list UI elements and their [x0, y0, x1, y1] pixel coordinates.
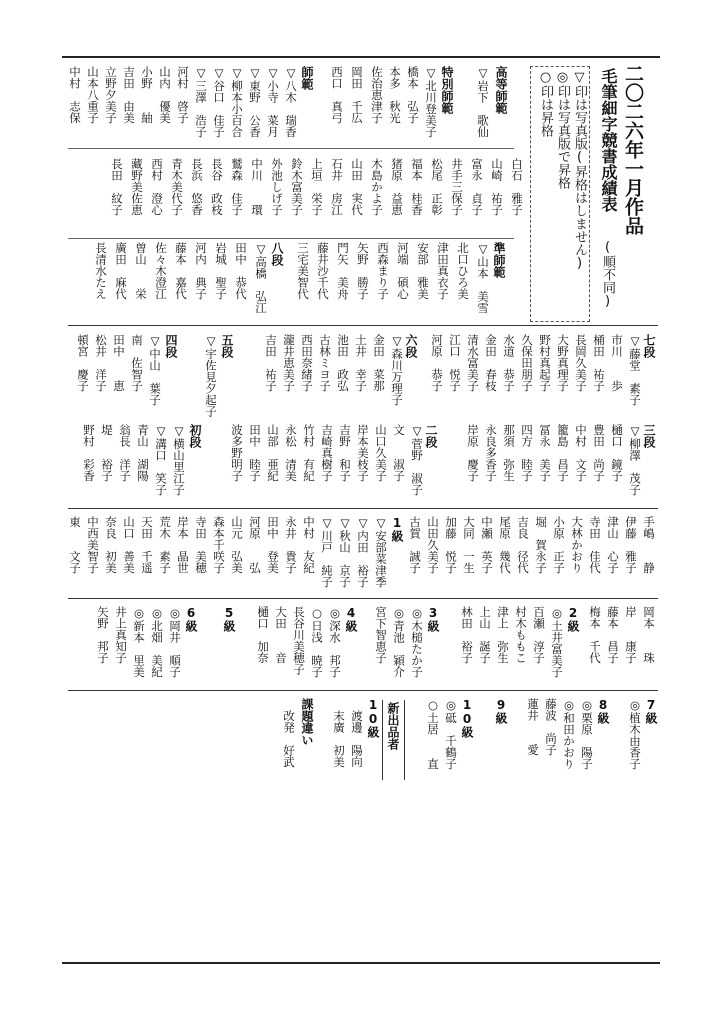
- name-entry: 岸原 慶子: [466, 424, 480, 482]
- rank-heading: 8級: [596, 698, 610, 724]
- name-entry: ▽岩下 歌仙: [476, 66, 490, 138]
- name-entry: ◎深水 邦子: [328, 606, 342, 678]
- order-note: (順不同): [600, 240, 615, 309]
- name-entry: 山元 弘美: [230, 516, 244, 574]
- name-entry: 土井 幸子: [354, 334, 368, 392]
- name-entry: 外池しげ子: [270, 158, 284, 216]
- name-entry: 中村 文子: [574, 424, 588, 482]
- name-entry: ◎北畑 美紀: [150, 606, 164, 678]
- name-entry: ▽川戸 純子: [320, 516, 334, 588]
- name-entry: 藤本 嘉代: [174, 242, 188, 300]
- name-entry: 津山 心子: [606, 516, 620, 574]
- name-entry: ◎青池 穎介: [392, 606, 406, 678]
- name-entry: 松井 洋子: [94, 334, 108, 392]
- name-entry: 水道 恭子: [502, 334, 516, 392]
- name-entry: ▽溝口 笑子: [154, 424, 168, 496]
- rank-heading: 9級: [494, 698, 508, 724]
- name-entry: 佐治恵津子: [370, 66, 384, 124]
- rank-heading: 10級: [460, 698, 474, 738]
- name-entry: 古賀 誠子: [408, 516, 422, 574]
- name-entry: 長田 紋子: [110, 158, 124, 216]
- name-entry: 岸 康子: [624, 606, 638, 664]
- name-entry: 手嶋 静: [642, 516, 656, 574]
- name-entry: 藤本 昌子: [606, 606, 620, 664]
- name-entry: 上山 誕子: [478, 606, 492, 664]
- name-entry: 河端 碩心: [396, 242, 410, 300]
- name-entry: 西村 澄心: [150, 158, 164, 216]
- name-entry: 中村 友紀: [302, 516, 316, 574]
- name-entry: 山部 亜紀: [266, 424, 280, 482]
- name-entry: 曽山 栄: [134, 242, 148, 300]
- name-entry: 中西美智子: [86, 516, 100, 574]
- name-entry: 長浜 悠香: [190, 158, 204, 216]
- name-entry: 岡本 珠: [642, 606, 656, 664]
- name-entry: 冨永 美子: [538, 424, 552, 482]
- name-entry: 大田 音: [274, 606, 288, 664]
- name-entry: 三宅美智代: [296, 242, 310, 300]
- name-entry: 改発 好武: [282, 710, 296, 768]
- name-entry: 古林ミヨ子: [318, 334, 332, 392]
- name-entry: 南 佐智子: [130, 334, 144, 392]
- name-entry: 樋口 加奈: [256, 606, 270, 664]
- name-entry: 吉崎真樹子: [320, 424, 334, 482]
- name-entry: 本多 秋光: [388, 66, 402, 124]
- name-entry: 岸本 晶世: [176, 516, 190, 574]
- name-entry: 永松 清美: [284, 424, 298, 482]
- name-entry: 中川 環: [250, 158, 264, 216]
- name-entry: 長谷川美穂子: [292, 606, 306, 675]
- name-entry: 河内 典子: [194, 242, 208, 300]
- name-entry: 石井 房江: [330, 158, 344, 216]
- name-entry: 村木ももこ: [514, 606, 528, 664]
- name-entry: 立野夕美子: [104, 66, 118, 124]
- name-entry: 長清水たえ: [94, 242, 108, 300]
- rank-heading: 5級: [222, 606, 236, 632]
- name-entry: 田中 登美: [266, 516, 280, 574]
- name-entry: 清水富美子: [466, 334, 480, 392]
- name-entry: 尾原 幾代: [498, 516, 512, 574]
- name-entry: ○土居 直: [426, 698, 440, 770]
- name-entry: 大野真理子: [556, 334, 570, 392]
- name-entry: 中瀬 英子: [480, 516, 494, 574]
- name-entry: 天田 千遥: [140, 516, 154, 574]
- name-entry: ▽山本 美雪: [476, 242, 490, 314]
- name-entry: ▽小寺 菜月: [266, 66, 280, 138]
- name-entry: 林田 裕子: [460, 606, 474, 664]
- row-divider: [68, 148, 514, 149]
- legend-line: ○印は昇格: [538, 70, 553, 137]
- name-entry: 那須 弥生: [502, 424, 516, 482]
- name-entry: 岡田 千広: [350, 66, 364, 124]
- name-entry: 頓宮 慶子: [76, 334, 90, 392]
- name-entry: ◎岡井 順子: [168, 606, 182, 678]
- band-divider: [68, 690, 658, 691]
- name-entry: 矢野 勝子: [356, 242, 370, 300]
- band-divider: [68, 598, 658, 599]
- name-entry: 田中 恭代: [234, 242, 248, 300]
- name-entry: 末廣 初美: [332, 710, 346, 768]
- name-entry: 津田真衣子: [436, 242, 450, 300]
- name-entry: 山口 善美: [122, 516, 136, 574]
- name-entry: 長岡久美子: [574, 334, 588, 392]
- name-entry: 岩城 聖子: [214, 242, 228, 300]
- rank-heading: 特別師範: [440, 66, 454, 114]
- rank-heading: 3級: [426, 606, 440, 632]
- name-entry: ▽秋山 京子: [338, 516, 352, 588]
- name-entry: 蓮井 愛: [526, 698, 540, 756]
- rank-heading: 七段: [642, 334, 656, 358]
- name-entry: 井手三保子: [450, 158, 464, 216]
- name-entry: ▽内田 裕子: [356, 516, 370, 588]
- name-entry: 荒木 素子: [158, 516, 172, 574]
- name-entry: 田中 睦子: [248, 424, 262, 482]
- name-entry: ▽宇佐見夕起子: [204, 334, 218, 417]
- name-entry: ◎植木由香子: [628, 698, 642, 770]
- name-entry: 廣田 麻代: [114, 242, 128, 300]
- legend-box: [530, 66, 590, 322]
- name-entry: 津上 弥生: [496, 606, 510, 664]
- name-entry: 加藤 悦子: [444, 516, 458, 574]
- name-entry: 野村 彩香: [82, 424, 96, 482]
- name-entry: 籠島 昌子: [556, 424, 570, 482]
- name-entry: 吉田 祐子: [264, 334, 278, 392]
- name-entry: 豊田 尚子: [592, 424, 606, 482]
- name-entry: 吉野 和子: [338, 424, 352, 482]
- name-entry: 伊藤 雅子: [624, 516, 638, 574]
- name-entry: 鈴木富美子: [290, 158, 304, 216]
- rank-heading: 八段: [270, 242, 284, 266]
- name-entry: 小原 正子: [552, 516, 566, 574]
- name-entry: 木島かよ子: [370, 158, 384, 216]
- rank-heading: 四段: [164, 334, 178, 358]
- rank-heading: 高等師範: [494, 66, 508, 114]
- name-entry: 田中 恵: [112, 334, 126, 392]
- name-entry: 宮下智恵子: [374, 606, 388, 664]
- name-entry: ▽安部菜津季: [374, 516, 388, 588]
- name-entry: 山口久美子: [374, 424, 388, 482]
- name-entry: 小野 紬: [140, 66, 154, 124]
- name-entry: 百瀬 淳子: [532, 606, 546, 664]
- name-entry: 永良多香子: [484, 424, 498, 482]
- name-entry: 波多野明子: [230, 424, 244, 482]
- name-entry: 青山 湖陽: [136, 424, 150, 482]
- band-divider: [68, 508, 658, 509]
- name-entry: 門矢 美舟: [336, 242, 350, 300]
- legend-line: ◎印は写真版で昇格: [555, 70, 570, 189]
- name-entry: 東 文子: [68, 516, 82, 574]
- name-entry: 藤波 尚子: [544, 698, 558, 756]
- rank-heading: 2級: [566, 606, 580, 632]
- name-entry: 西田奈緒子: [300, 334, 314, 392]
- rank-heading: 10級: [366, 698, 380, 738]
- name-entry: 河村 啓子: [176, 66, 190, 124]
- name-entry: 上垣 栄子: [310, 158, 324, 216]
- name-entry: 橋本 弘子: [406, 66, 420, 124]
- name-entry: 山本八重子: [86, 66, 100, 124]
- name-entry: 井上真知子: [114, 606, 128, 664]
- top-rule: [62, 56, 660, 58]
- name-entry: ▽藤堂 素子: [628, 334, 642, 406]
- name-entry: ▽中山 葉子: [148, 334, 162, 406]
- name-entry: ▽柳澤 茂子: [628, 424, 642, 496]
- section-heading: 新出品者: [386, 702, 400, 750]
- name-entry: 山田 実代: [350, 158, 364, 216]
- section-separator: [382, 700, 383, 780]
- name-entry: 西口 真弓: [330, 66, 344, 124]
- name-entry: 樋口 鏡子: [610, 424, 624, 482]
- band-divider: [68, 325, 658, 326]
- name-entry: ▽森川万理子: [390, 334, 404, 406]
- name-entry: 金田 春枝: [484, 334, 498, 392]
- name-entry: 森本千咲子: [212, 516, 226, 574]
- name-entry: ○日浅 暁子: [310, 606, 324, 678]
- name-entry: 瀧井恵美子: [282, 334, 296, 392]
- name-entry: 奈良 初美: [104, 516, 118, 574]
- name-entry: 堀 賀永子: [534, 516, 548, 574]
- name-entry: 安部 雅美: [416, 242, 430, 300]
- rank-heading: 五段: [220, 334, 234, 358]
- name-entry: 山田久美子: [426, 516, 440, 574]
- name-entry: 富永 貞子: [470, 158, 484, 216]
- name-entry: 四方 睦子: [520, 424, 534, 482]
- name-entry: 西森まり子: [376, 242, 390, 300]
- name-entry: 吉田 由美: [122, 66, 136, 124]
- rank-heading: 7級: [644, 698, 658, 724]
- name-entry: 堤 裕子: [100, 424, 114, 482]
- name-entry: ◎砥 千鶴子: [444, 698, 458, 770]
- name-entry: 佐々木澄江: [154, 242, 168, 300]
- row-divider: [68, 238, 514, 239]
- rank-heading: 初段: [188, 424, 202, 448]
- legend-line: ▽印は写真版(昇格はしません): [572, 70, 587, 271]
- name-entry: 寺田 佳代: [588, 516, 602, 574]
- rank-heading: 師範: [300, 66, 314, 90]
- name-entry: ◎和田かおり: [562, 698, 576, 770]
- name-entry: 北口ひろ美: [456, 242, 470, 300]
- rank-heading: 二段: [424, 424, 438, 448]
- name-entry: 吉良 径代: [516, 516, 530, 574]
- page-title: 二〇二六年一月作品: [622, 64, 644, 235]
- rank-heading: 1級: [390, 516, 404, 542]
- name-entry: ◎新本 里美: [132, 606, 146, 678]
- name-entry: 文 淑子: [392, 424, 406, 482]
- name-entry: ◎栗原 陽子: [580, 698, 594, 770]
- name-entry: 池田 政弘: [336, 334, 350, 392]
- page-subtitle: 毛筆細字競書成績表: [599, 68, 618, 212]
- name-entry: 青木美代子: [170, 158, 184, 216]
- name-entry: ◎木槌たか子: [410, 606, 424, 678]
- name-entry: ◎土井富美子: [550, 606, 564, 678]
- name-entry: 竹村 有紀: [302, 424, 316, 482]
- name-entry: 鷲森 佳子: [230, 158, 244, 216]
- name-entry: ▽菅野 淑子: [410, 424, 424, 496]
- rank-heading: 4級: [344, 606, 358, 632]
- name-entry: ▽三澤 浩子: [194, 66, 208, 138]
- name-entry: ▽八木 瑞香: [284, 66, 298, 138]
- rank-heading: 三段: [642, 424, 656, 448]
- bottom-rule: [62, 962, 660, 964]
- name-entry: 大林かおり: [570, 516, 584, 574]
- name-entry: 河原 弘: [248, 516, 262, 574]
- name-entry: 中村 志保: [68, 66, 82, 124]
- name-entry: 金田 菜那: [372, 334, 386, 392]
- name-entry: ▽高橋 弘江: [254, 242, 268, 314]
- name-entry: 矢野 邦子: [96, 606, 110, 664]
- name-entry: ▽北川登美子: [424, 66, 438, 138]
- section-heading: 課題違い: [300, 698, 314, 746]
- name-entry: 大同 一生: [462, 516, 476, 574]
- name-entry: 久保田朋子: [520, 334, 534, 392]
- name-entry: 寺田 美穂: [194, 516, 208, 574]
- name-entry: 山崎 祐子: [490, 158, 504, 216]
- name-entry: 福本 桂香: [410, 158, 424, 216]
- name-entry: 永井 貴子: [284, 516, 298, 574]
- name-entry: ▽横山里江子: [172, 424, 186, 496]
- rank-heading: 6級: [184, 606, 198, 632]
- name-entry: 藏野美佐恵: [130, 158, 144, 216]
- name-entry: ▽柳本小百合: [230, 66, 244, 138]
- name-entry: 江口 悦子: [448, 334, 462, 392]
- rank-heading: 準師範: [492, 242, 506, 278]
- name-entry: 長谷 政枝: [210, 158, 224, 216]
- rank-heading: 六段: [404, 334, 418, 358]
- name-entry: ▽東野 公香: [248, 66, 262, 138]
- name-entry: 河原 恭子: [430, 334, 444, 392]
- name-entry: 市川 歩: [610, 334, 624, 392]
- name-entry: 藤井沙千代: [316, 242, 330, 300]
- name-entry: 松尾 正彰: [430, 158, 444, 216]
- name-entry: ▽谷口 佳子: [212, 66, 226, 138]
- column: [492, 66, 511, 114]
- name-entry: 渡邊 陽向: [350, 710, 364, 768]
- name-entry: 梅本 千代: [588, 606, 602, 664]
- section-separator: [404, 700, 405, 780]
- name-entry: 猪原 益恵: [390, 158, 404, 216]
- name-entry: 桶田 祐子: [592, 334, 606, 392]
- name-entry: 翁長 洋子: [118, 424, 132, 482]
- name-entry: 山内 優美: [158, 66, 172, 124]
- name-entry: 野村真起子: [538, 334, 552, 392]
- name-entry: 岸本美枝子: [356, 424, 370, 482]
- name-entry: 白石 雅子: [510, 158, 524, 216]
